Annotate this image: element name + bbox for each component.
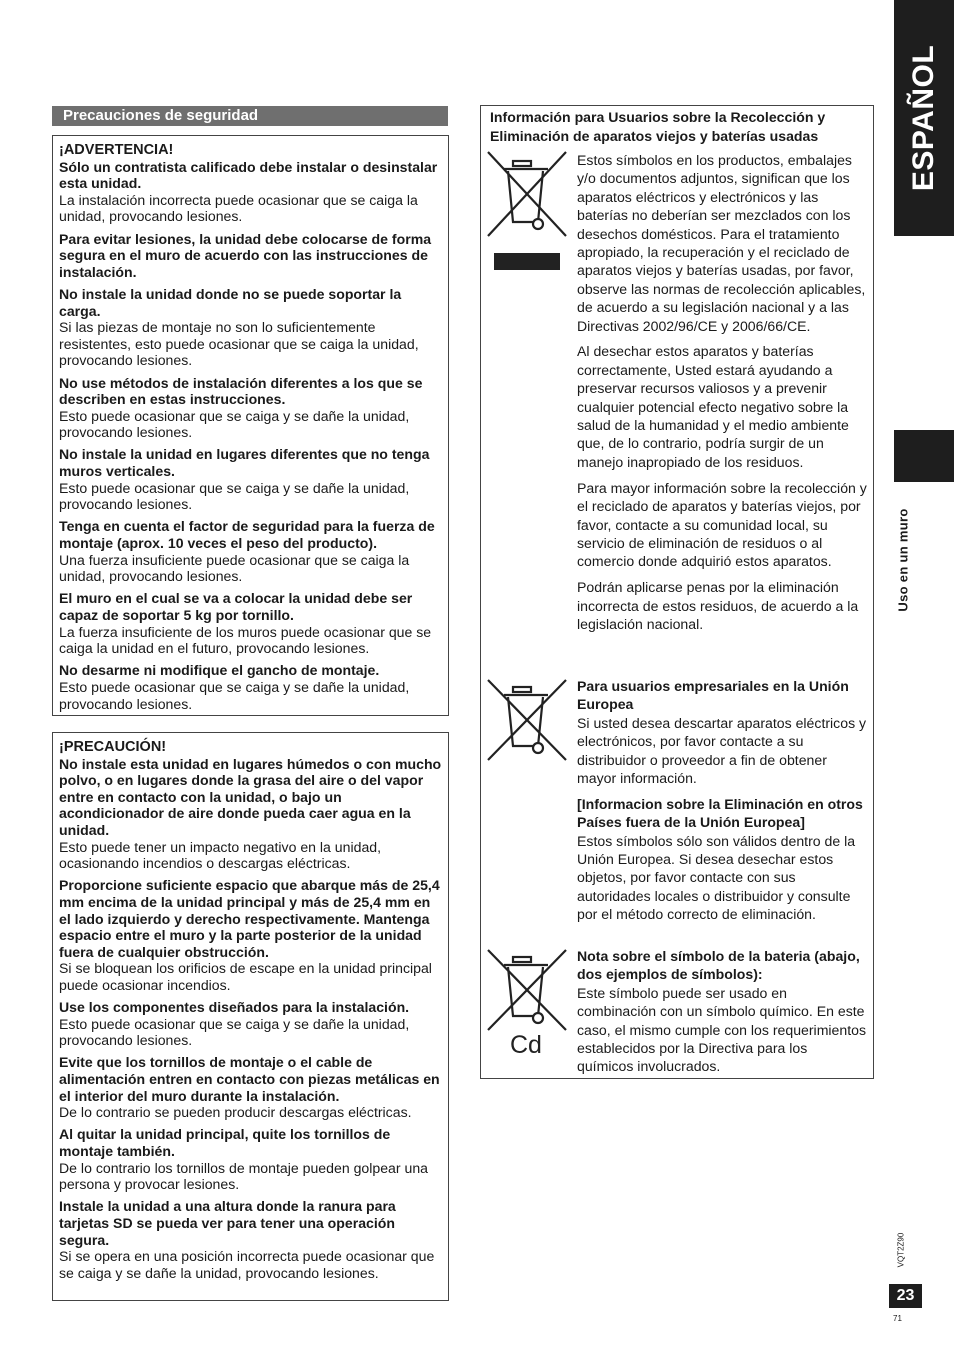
warning-item-text: Una fuerza insuficiente puede ocasionar que se caiga la unidad, provocando lesiones.: [59, 551, 410, 585]
disposal-paragraph: Podrán aplicarse penas por la eliminación incorrecta de estos residuos, de acuerdo a la legislación nacional.: [577, 579, 859, 632]
disposal-paragraph: Al desechar estos aparatos y baterías correctamente, Usted estará ayudando a preservar recursos valiosos y a prevenir cualquier potencial efecto negativo sobre la salud de la humanidad y el medio ambiente que, de lo contrario, podría surgir de un manejo inapropiado de los residuos.: [577, 343, 849, 470]
caution-box: [52, 732, 449, 1301]
caution-item-text: Esto puede tener un impacto negativo en la unidad, ocasionando incendios o descargas eléctricas.: [59, 838, 382, 872]
business-title: Para usuarios empresariales en la Unión Europea: [577, 678, 849, 713]
warning-item-heading: Tenga en cuenta el factor de seguridad para la fuerza de montaje (aprox. 10 veces el peso del producto).: [59, 518, 435, 552]
caution-item: [59, 756, 442, 872]
warning-item-heading: Para evitar lesiones, la unidad debe colocarse de forma segura en el muro de acuerdo con las instrucciones de instalación.: [59, 230, 432, 280]
caution-item-heading: Evite que los tornillos de montaje o el cable de alimentación entren en contacto con piezas metálicas en el interior del muro durante la instalación.: [59, 1054, 440, 1104]
warning-item-text: La instalación incorrecta puede ocasionar que se caiga la unidad, provocando lesiones.: [59, 191, 418, 225]
warning-item-text: La fuerza insuficiente de los muros puede ocasionar que se caiga la unidad en el futuro, provocando lesiones.: [59, 623, 432, 657]
caution-item-heading: Instale la unidad a una altura donde la ranura para tarjetas SD se pueda ver para tener una operación segura.: [59, 1198, 396, 1248]
caution-item: [59, 1126, 442, 1192]
chapter-marker-tab: [894, 430, 954, 482]
disposal-title: Información para Usuarios sobre la Recolección y Eliminación de aparatos viejos y baterías usadas: [490, 109, 826, 144]
section-title: Precauciones de seguridad: [52, 106, 448, 126]
warning-item-heading: No instale la unidad donde no se puede soportar la carga.: [59, 285, 402, 319]
warning-item: [59, 518, 442, 584]
caution-item-text: De lo contrario los tornillos de montaje pueden golpear una persona y provocar lesiones.: [59, 1159, 429, 1193]
caution-item-heading: Use los componentes diseñados para la instalación.: [59, 999, 410, 1016]
outside-eu-text: Estos símbolos sólo son válidos dentro de la Unión Europea. Si desea desechar estos objetos, por favor contacte con sus autoridades locales o distribuidor y consulte por el método correcto de eliminación.: [577, 832, 856, 923]
page-number: 23: [889, 1284, 922, 1308]
caution-list: [59, 756, 442, 1282]
battery-title: Nota sobre el símbolo de la bateria (abajo, dos ejemplos de símbolos):: [577, 948, 860, 983]
caution-item-heading: Al quitar la unidad principal, quite los tornillos de montaje también.: [59, 1126, 391, 1160]
disposal-paragraphs: [577, 151, 867, 641]
warning-item-heading: No use métodos de instalación diferentes a los que se describen en estas instrucciones.: [59, 374, 423, 408]
warning-item: [59, 231, 442, 281]
battery-text: Este símbolo puede ser usado en combinación con un símbolo químico. En este caso, el mismo cumple con los requerimientos establecidos por la Directiva para los químicos involucrados.: [577, 984, 867, 1075]
language-tab: [894, 0, 954, 236]
warning-item-text: Si las piezas de montaje no son lo suficientemente resistentes, esto puede ocasionar que se caiga la unidad, provocando lesiones.: [59, 319, 419, 369]
caution-item-heading: No instale esta unidad en lugares húmedos o con mucho polvo, o en lugares donde la grasa del aire o del vapor entre en contacto con la unidad, o bajo un acondicionador de aire donde pueda caer agua en la unidad.: [59, 755, 442, 838]
business-users-section: [577, 677, 867, 931]
caution-item-text: De lo contrario se pueden producir descargas eléctricas.: [59, 1104, 412, 1121]
warning-item-heading: No desarme ni modifique el gancho de montaje.: [59, 662, 380, 679]
warning-item-text: Esto puede ocasionar que se caiga y se dañe la unidad, provocando lesiones.: [59, 407, 410, 441]
warning-item: [59, 286, 442, 369]
caution-item-heading: Proporcione suficiente espacio que abarque más de 25,4 mm encima de la unidad principal y más de 25,4 mm en el lado izquierdo y derecho respectivamente. Mantenga espacio entre el muro y la parte posterior de la unidad fuera de cualquier obstrucción.: [59, 877, 440, 960]
battery-note-section: [577, 947, 867, 1083]
caution-item: [59, 877, 442, 993]
caution-item: [59, 1198, 442, 1281]
warning-item: [59, 446, 442, 512]
warning-box: [52, 135, 449, 716]
caution-item: [59, 999, 442, 1049]
warning-list: [59, 159, 442, 713]
language-tab-label: ESPAÑOL: [907, 44, 940, 192]
document-code-text: VQT2Z90: [896, 1232, 906, 1268]
crossed-bin-icon: [486, 150, 568, 240]
warning-item: [59, 662, 442, 712]
warning-item-heading: No instale la unidad en lugares diferentes que no tenga muros verticales.: [59, 446, 430, 480]
caution-item: [59, 1054, 442, 1120]
crossed-bin-icon: [486, 948, 568, 1034]
warning-item-heading: El muro en el cual se va a colocar la unidad debe ser capaz de soportar 5 kg por tornillo.: [59, 590, 413, 623]
warning-item: [59, 159, 442, 225]
black-bar-symbol: [494, 253, 560, 270]
disposal-paragraph: Para mayor información sobre la recolección y el reciclado de aparatos y baterías viejos, por favor, contacte a su comunidad local, su servicio de eliminación de residuos o al comercio donde adquirió estos aparatos.: [577, 479, 867, 570]
warning-item-heading: Sólo un contratista calificado debe instalar o desinstalar esta unidad.: [59, 158, 438, 192]
cd-chemical-symbol: Cd: [510, 1031, 542, 1059]
chapter-label-text: Uso en un muro: [895, 508, 911, 612]
caution-title: ¡PRECAUCIÓN!: [59, 739, 167, 755]
caution-item-text: Si se opera en una posición incorrecta puede ocasionar que se caiga y se dañe la unidad, provocando lesiones.: [59, 1248, 435, 1281]
disposal-paragraph: Estos símbolos en los productos, embalajes y/o documentos adjuntos, significan que los aparatos eléctricos y electrónicos y las baterías no deberían ser mezclados con los desechos domésticos. Para el tratamiento apropiado, la recuperación y el reciclado de aparatos viejos y baterías usadas, por favor, observe las normas de recolección aplicables, de acuerdo a su legislación nacional y a las Directivas 2002/96/CE y 2006/66/CE.: [577, 152, 866, 334]
warning-item-text: Esto puede ocasionar que se caiga y se dañe la unidad, provocando lesiones.: [59, 479, 410, 513]
warning-item-text: Esto puede ocasionar que se caiga y se dañe la unidad, provocando lesiones.: [59, 678, 410, 712]
warning-title: ¡ADVERTENCIA!: [59, 142, 174, 158]
warning-item: [59, 590, 442, 656]
business-text: Si usted desea descartar aparatos eléctricos y electrónicos, por favor contacte a su distribuidor o proveedor a fin de obtener mayor información.: [577, 714, 867, 787]
crossed-bin-icon: [486, 678, 568, 764]
caution-item-text: Esto puede ocasionar que se caiga y se dañe la unidad, provocando lesiones.: [59, 1015, 410, 1049]
warning-item: [59, 375, 442, 441]
caution-item-text: Si se bloquean los orificios de escape en la unidad principal puede ocasionar incendios.: [59, 960, 432, 993]
small-page-number: 71: [893, 1314, 902, 1323]
outside-eu-title: [Informacion sobre la Eliminación en otros Países fuera de la Unión Europea]: [577, 795, 863, 831]
